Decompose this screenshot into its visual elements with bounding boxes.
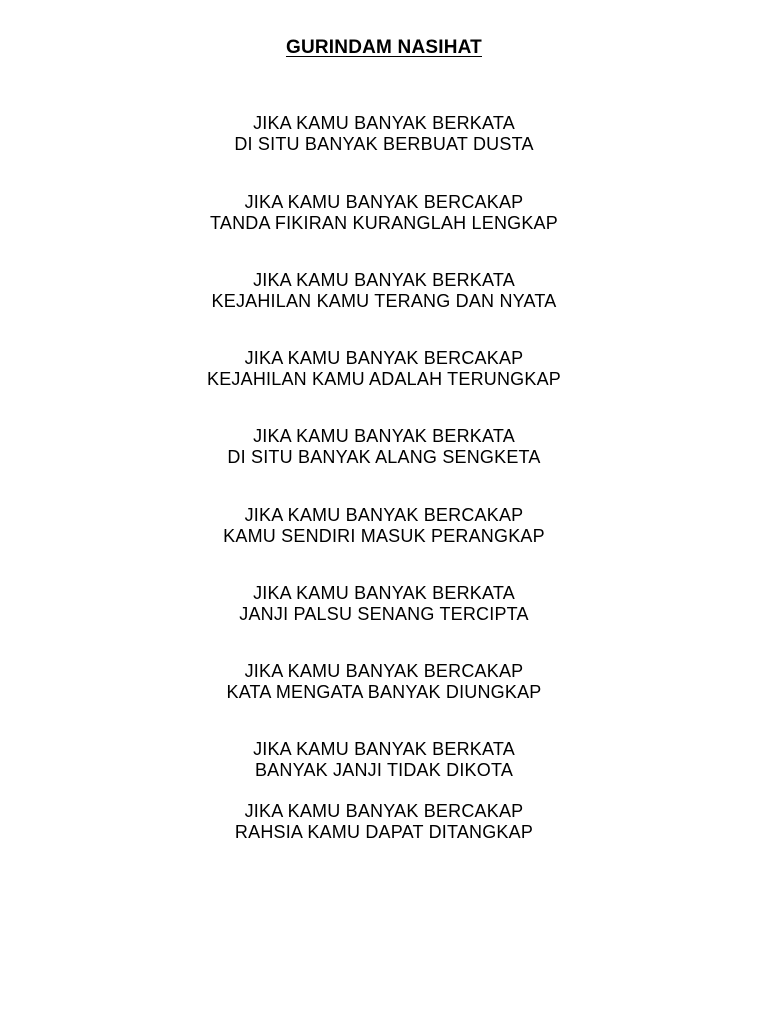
gurindam-stanza-1: [0, 113, 768, 155]
gurindam-stanza-6: [0, 505, 768, 547]
stanza-line-2: TANDA FIKIRAN KURANGLAH LENGKAP: [210, 213, 558, 233]
stanza-line-1: JIKA KAMU BANYAK BERKATA: [253, 113, 515, 133]
gurindam-stanza-2: [0, 192, 768, 234]
page-title: GURINDAM NASIHAT: [285, 37, 482, 58]
stanza-line-2: DI SITU BANYAK BERBUAT DUSTA: [234, 134, 534, 154]
stanza-line-2: JANJI PALSU SENANG TERCIPTA: [239, 604, 529, 624]
stanza-line-2: KAMU SENDIRI MASUK PERANGKAP: [223, 526, 545, 546]
stanza-line-1: JIKA KAMU BANYAK BERCAKAP: [244, 801, 524, 821]
gurindam-stanza-9: [0, 739, 768, 781]
stanza-line-1: JIKA KAMU BANYAK BERKATA: [253, 426, 515, 446]
stanza-line-1: JIKA KAMU BANYAK BERCAKAP: [244, 505, 524, 525]
stanza-line-2: KEJAHILAN KAMU TERANG DAN NYATA: [211, 291, 557, 311]
stanza-line-1: JIKA KAMU BANYAK BERCAKAP: [244, 661, 524, 681]
gurindam-stanza-7: [0, 583, 768, 625]
gurindam-stanza-5: [0, 426, 768, 468]
stanza-line-1: JIKA KAMU BANYAK BERCAKAP: [244, 192, 524, 212]
stanza-line-1: JIKA KAMU BANYAK BERKATA: [253, 270, 515, 290]
stanza-line-2: RAHSIA KAMU DAPAT DITANGKAP: [234, 822, 534, 842]
stanza-line-1: JIKA KAMU BANYAK BERCAKAP: [244, 348, 524, 368]
stanza-line-2: DI SITU BANYAK ALANG SENGKETA: [227, 447, 541, 467]
stanza-line-1: JIKA KAMU BANYAK BERKATA: [253, 739, 515, 759]
stanza-line-1: JIKA KAMU BANYAK BERKATA: [253, 583, 515, 603]
gurindam-stanza-3: [0, 270, 768, 312]
stanza-line-2: KEJAHILAN KAMU ADALAH TERUNGKAP: [207, 369, 561, 389]
gurindam-stanza-8: [0, 661, 768, 703]
stanza-line-2: BANYAK JANJI TIDAK DIKOTA: [254, 760, 514, 780]
stanza-line-2: KATA MENGATA BANYAK DIUNGKAP: [226, 682, 542, 702]
gurindam-stanza-10: [0, 801, 768, 843]
gurindam-stanza-4: [0, 348, 768, 390]
